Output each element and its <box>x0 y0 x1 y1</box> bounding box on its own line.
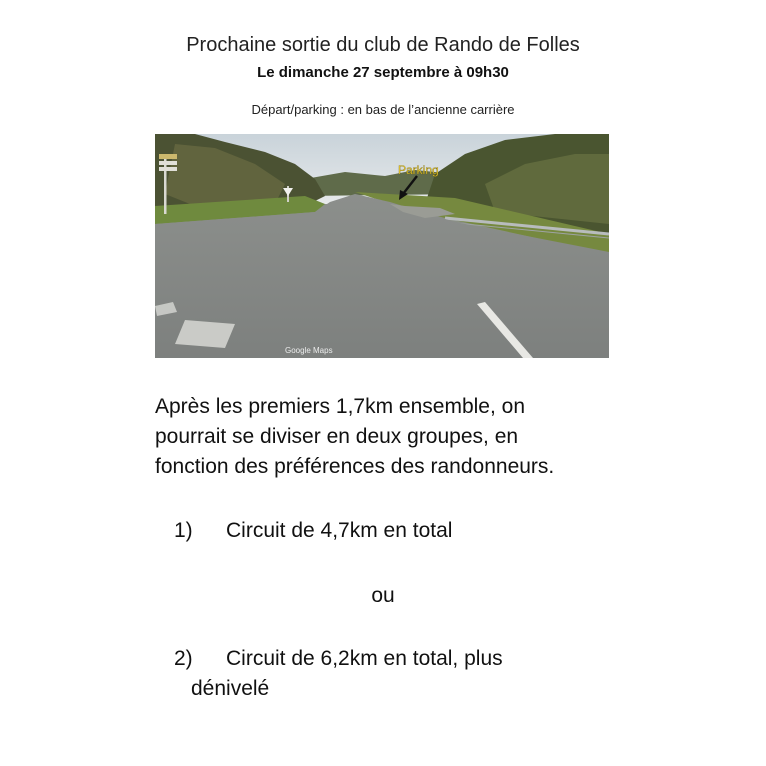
option-2-text: Circuit de 6,2km en total, plus <box>226 647 503 670</box>
intro-paragraph <box>155 392 635 482</box>
street-view-photo <box>155 134 609 358</box>
meeting-point: Départ/parking : en bas de l’ancienne carrière <box>251 102 515 117</box>
option-1-text: Circuit de 4,7km en total <box>226 519 453 542</box>
intro-line: fonction des préférences des randonneurs. <box>155 455 555 478</box>
page-title: Prochaine sortie du club de Rando de Folles <box>186 34 580 56</box>
intro-line: Après les premiers 1,7km ensemble, on <box>155 395 525 418</box>
map-watermark: Google Maps <box>285 346 333 355</box>
option-2-continuation: dénivelé <box>191 677 270 700</box>
event-date: Le dimanche 27 septembre à 09h30 <box>257 64 509 81</box>
intro-line: pourrait se diviser en deux groupes, en <box>155 425 519 448</box>
option-1-number: 1) <box>174 519 193 542</box>
option-2-number: 2) <box>174 647 193 670</box>
parking-label: Parking <box>398 163 439 177</box>
separator-or: ou <box>371 584 395 607</box>
